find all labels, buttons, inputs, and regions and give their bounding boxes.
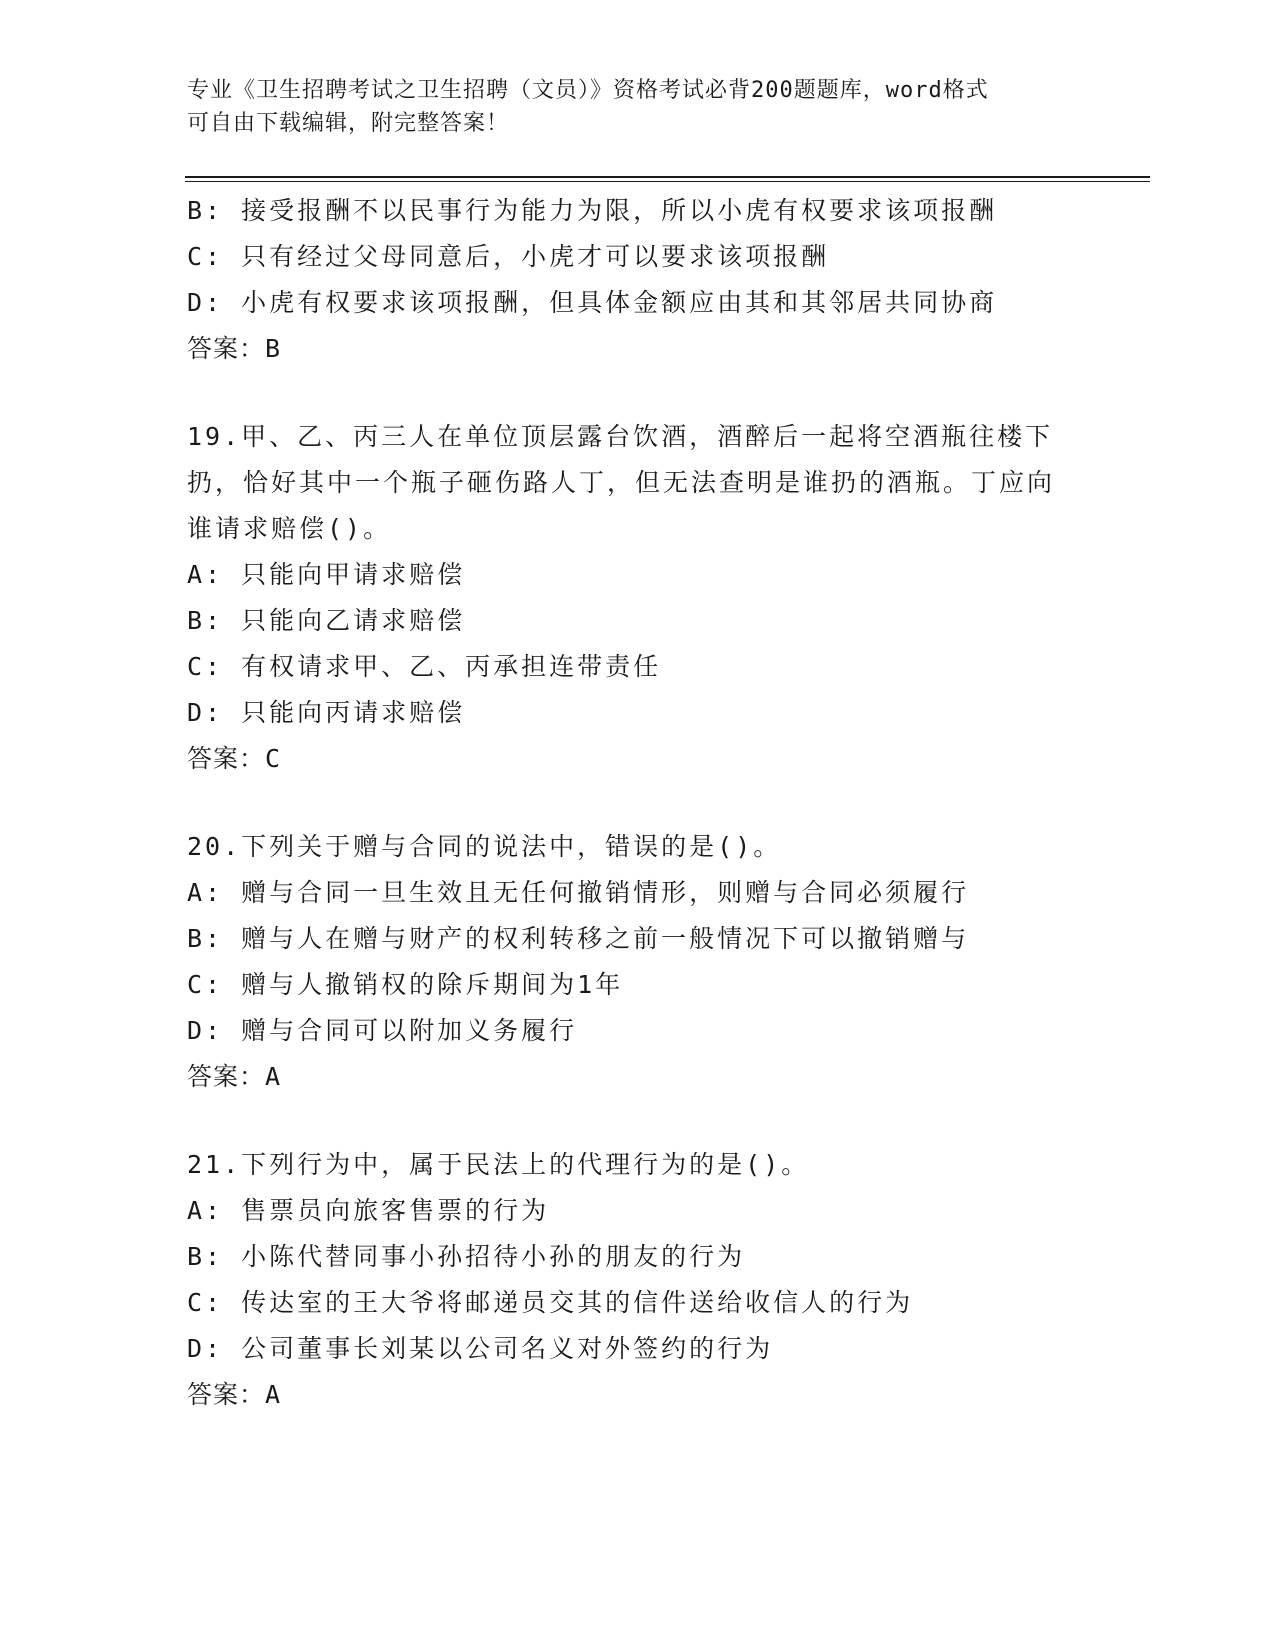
document-header (187, 74, 1087, 140)
option-d: D: 公司董事长刘某以公司名义对外签约的行为 (187, 1334, 774, 1363)
option-b: B: 只能向乙请求赔偿 (187, 606, 466, 635)
option-b: B: 接受报酬不以民事行为能力为限，所以小虎有权要求该项报酬 (187, 196, 998, 225)
question-20 (187, 824, 1087, 1100)
question-stem: 19.甲、乙、丙三人在单位顶层露台饮酒，酒醉后一起将空酒瓶往楼下扔，恰好其中一个瓶子砸伤路人丁，但无法查明是谁扔的酒瓶。丁应向谁请求赔偿()。 (187, 422, 1056, 543)
header-divider-thick (185, 176, 1150, 178)
option-d: D: 小虎有权要求该项报酬，但具体金额应由其和其邻居共同协商 (187, 288, 998, 317)
document-body (187, 188, 1087, 1418)
header-divider-thin (185, 181, 1150, 182)
question-stem: 21.下列行为中，属于民法上的代理行为的是()。 (187, 1150, 810, 1179)
answer-line: 答案：C (187, 744, 282, 773)
option-c: C: 赠与人撤销权的除斥期间为1年 (187, 970, 624, 999)
question-21 (187, 1142, 1087, 1418)
option-c: C: 只有经过父母同意后，小虎才可以要求该项报酬 (187, 242, 830, 271)
question-19 (187, 414, 1087, 782)
question-18-continued (187, 188, 1087, 372)
option-d: D: 只能向丙请求赔偿 (187, 698, 466, 727)
option-c: C: 有权请求甲、乙、丙承担连带责任 (187, 652, 662, 681)
option-a: A: 只能向甲请求赔偿 (187, 560, 466, 589)
option-a: A: 售票员向旅客售票的行为 (187, 1196, 550, 1225)
option-d: D: 赠与合同可以附加义务履行 (187, 1016, 578, 1045)
answer-line: 答案：A (187, 1062, 282, 1091)
option-b: B: 小陈代替同事小孙招待小孙的朋友的行为 (187, 1242, 746, 1271)
option-c: C: 传达室的王大爷将邮递员交其的信件送给收信人的行为 (187, 1288, 914, 1317)
answer-line: 答案：A (187, 1380, 282, 1409)
header-title-line-1: 专业《卫生招聘考试之卫生招聘（文员）》资格考试必背200题题库，word格式 (187, 78, 989, 103)
header-title-line-2: 可自由下载编辑，附完整答案！ (187, 111, 510, 136)
answer-line: 答案：B (187, 334, 282, 363)
option-b: B: 赠与人在赠与财产的权利转移之前一般情况下可以撤销赠与 (187, 924, 970, 953)
question-stem: 20.下列关于赠与合同的说法中，错误的是()。 (187, 832, 782, 861)
option-a: A: 赠与合同一旦生效且无任何撤销情形，则赠与合同必须履行 (187, 878, 970, 907)
